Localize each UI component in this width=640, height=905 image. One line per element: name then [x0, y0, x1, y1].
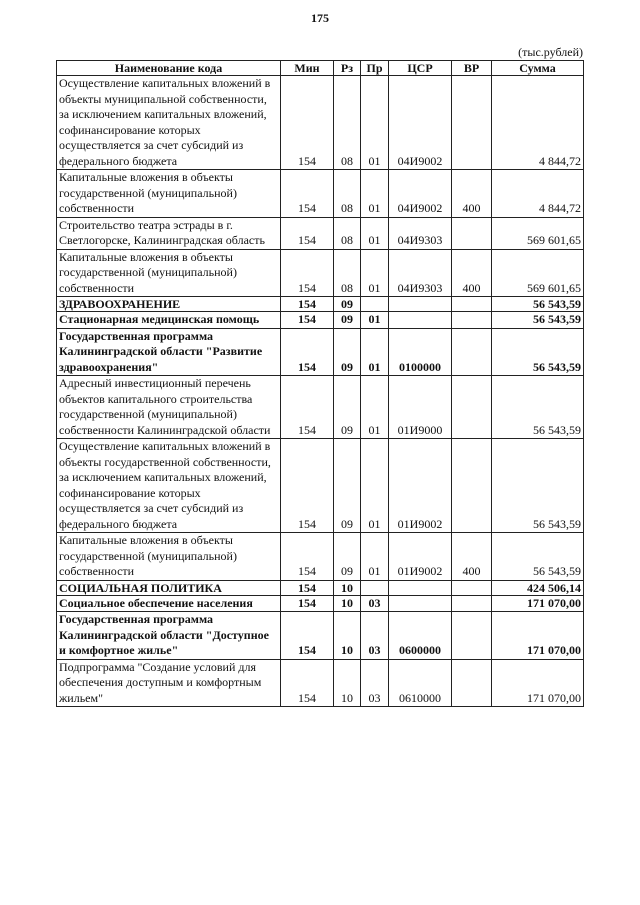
cell-name: Социальное обеспечение населения: [57, 595, 281, 612]
cell-sum: 171 070,00: [492, 595, 584, 612]
cell-name: Государственная программа Калининградской области "Доступное и комфортное жилье": [57, 612, 281, 660]
cell-pr: 01: [361, 76, 389, 170]
table-row: [57, 612, 584, 660]
cell-pr: 01: [361, 170, 389, 218]
cell-vr: [452, 376, 492, 439]
cell-name: Осуществление капитальных вложений в объекты государственной собственности, за исключением капитальных вложений, софинансирование которых осуществляется за счет субсидий из федерального бюджета: [57, 439, 281, 533]
page-number: 175: [311, 11, 329, 25]
cell-pr: 01: [361, 249, 389, 297]
cell-pr: 03: [361, 659, 389, 707]
cell-pr: 01: [361, 328, 389, 376]
cell-vr: [452, 217, 492, 249]
cell-vr: [452, 595, 492, 612]
cell-csr: [389, 580, 452, 595]
cell-min: 154: [281, 439, 334, 533]
cell-csr: [389, 297, 452, 312]
cell-pr: 01: [361, 217, 389, 249]
cell-rz: 09: [334, 376, 361, 439]
cell-rz: 10: [334, 580, 361, 595]
cell-rz: 09: [334, 312, 361, 329]
cell-rz: 10: [334, 595, 361, 612]
budget-table: [56, 60, 584, 707]
cell-name: Подпрограмма "Создание условий для обеспечения доступным и комфортным жильем": [57, 659, 281, 707]
cell-name: Государственная программа Калининградской области "Развитие здравоохранения": [57, 328, 281, 376]
cell-min: 154: [281, 580, 334, 595]
table-row: [57, 170, 584, 218]
cell-sum: 424 506,14: [492, 580, 584, 595]
cell-csr: [389, 312, 452, 329]
cell-vr: [452, 580, 492, 595]
cell-min: 154: [281, 217, 334, 249]
cell-sum: 171 070,00: [492, 659, 584, 707]
cell-pr: 03: [361, 595, 389, 612]
table-row: [57, 580, 584, 595]
cell-vr: 400: [452, 249, 492, 297]
column-header-rz: Рз: [334, 61, 361, 76]
cell-vr: [452, 439, 492, 533]
cell-csr: 0600000: [389, 612, 452, 660]
table-row: [57, 76, 584, 170]
cell-pr: 01: [361, 439, 389, 533]
column-header-csr: ЦСР: [389, 61, 452, 76]
column-header-pr: Пр: [361, 61, 389, 76]
cell-csr: 01И9002: [389, 439, 452, 533]
cell-sum: 4 844,72: [492, 170, 584, 218]
cell-name: Строительство театра эстрады в г. Светлогорске, Калининградская область: [57, 217, 281, 249]
cell-name: Адресный инвестиционный перечень объектов капитального строительства государственной (муниципальной) собственности Калининградской области: [57, 376, 281, 439]
cell-csr: 0610000: [389, 659, 452, 707]
cell-min: 154: [281, 659, 334, 707]
cell-sum: 56 543,59: [492, 328, 584, 376]
column-header-sum: Сумма: [492, 61, 584, 76]
cell-sum: 569 601,65: [492, 249, 584, 297]
cell-csr: 04И9002: [389, 76, 452, 170]
table-row: [57, 217, 584, 249]
cell-name: Стационарная медицинская помощь: [57, 312, 281, 329]
cell-pr: 01: [361, 376, 389, 439]
cell-name: Капитальные вложения в объекты государственной (муниципальной) собственности: [57, 170, 281, 218]
cell-sum: 56 543,59: [492, 297, 584, 312]
cell-vr: [452, 328, 492, 376]
cell-sum: 56 543,59: [492, 312, 584, 329]
cell-pr: 03: [361, 612, 389, 660]
cell-min: 154: [281, 533, 334, 581]
cell-rz: 08: [334, 217, 361, 249]
cell-pr: 01: [361, 312, 389, 329]
table-row: [57, 249, 584, 297]
cell-rz: 08: [334, 76, 361, 170]
cell-name: Капитальные вложения в объекты государственной (муниципальной) собственности: [57, 533, 281, 581]
table-row: [57, 595, 584, 612]
cell-min: 154: [281, 595, 334, 612]
cell-csr: 04И9002: [389, 170, 452, 218]
cell-vr: 400: [452, 170, 492, 218]
cell-name: Капитальные вложения в объекты государственной (муниципальной) собственности: [57, 249, 281, 297]
table-row: [57, 659, 584, 707]
table-row: [57, 312, 584, 329]
cell-vr: [452, 612, 492, 660]
cell-rz: 08: [334, 170, 361, 218]
cell-sum: 56 543,59: [492, 376, 584, 439]
table-row: [57, 439, 584, 533]
cell-name: Осуществление капитальных вложений в объекты муниципальной собственности, за исключением капитальных вложений, софинансирование которых осуществляется за счет субсидий из федерального бюджета: [57, 76, 281, 170]
cell-rz: 09: [334, 533, 361, 581]
cell-vr: [452, 659, 492, 707]
cell-vr: [452, 312, 492, 329]
cell-min: 154: [281, 297, 334, 312]
table-row: [57, 297, 584, 312]
cell-sum: 56 543,59: [492, 439, 584, 533]
cell-rz: 09: [334, 297, 361, 312]
cell-csr: 01И9000: [389, 376, 452, 439]
cell-csr: 04И9303: [389, 217, 452, 249]
cell-csr: [389, 595, 452, 612]
cell-vr: 400: [452, 533, 492, 581]
cell-pr: [361, 580, 389, 595]
table-row: [57, 376, 584, 439]
cell-vr: [452, 297, 492, 312]
cell-rz: 08: [334, 249, 361, 297]
cell-min: 154: [281, 76, 334, 170]
table-row: [57, 533, 584, 581]
table-row: [57, 328, 584, 376]
cell-name: ЗДРАВООХРАНЕНИЕ: [57, 297, 281, 312]
cell-csr: 0100000: [389, 328, 452, 376]
header-row: [57, 61, 584, 76]
cell-pr: [361, 297, 389, 312]
column-header-vr: ВР: [452, 61, 492, 76]
cell-min: 154: [281, 312, 334, 329]
cell-rz: 10: [334, 659, 361, 707]
cell-sum: 569 601,65: [492, 217, 584, 249]
cell-pr: 01: [361, 533, 389, 581]
cell-csr: 04И9303: [389, 249, 452, 297]
cell-rz: 09: [334, 439, 361, 533]
cell-min: 154: [281, 328, 334, 376]
column-header-name: Наименование кода: [57, 61, 281, 76]
cell-min: 154: [281, 249, 334, 297]
cell-rz: 09: [334, 328, 361, 376]
cell-min: 154: [281, 612, 334, 660]
cell-min: 154: [281, 170, 334, 218]
cell-vr: [452, 76, 492, 170]
cell-name: СОЦИАЛЬНАЯ ПОЛИТИКА: [57, 580, 281, 595]
column-header-min: Мин: [281, 61, 334, 76]
cell-csr: 01И9002: [389, 533, 452, 581]
cell-min: 154: [281, 376, 334, 439]
cell-sum: 56 543,59: [492, 533, 584, 581]
cell-rz: 10: [334, 612, 361, 660]
cell-sum: 171 070,00: [492, 612, 584, 660]
cell-sum: 4 844,72: [492, 76, 584, 170]
units-label: (тыс.рублей): [518, 45, 583, 59]
